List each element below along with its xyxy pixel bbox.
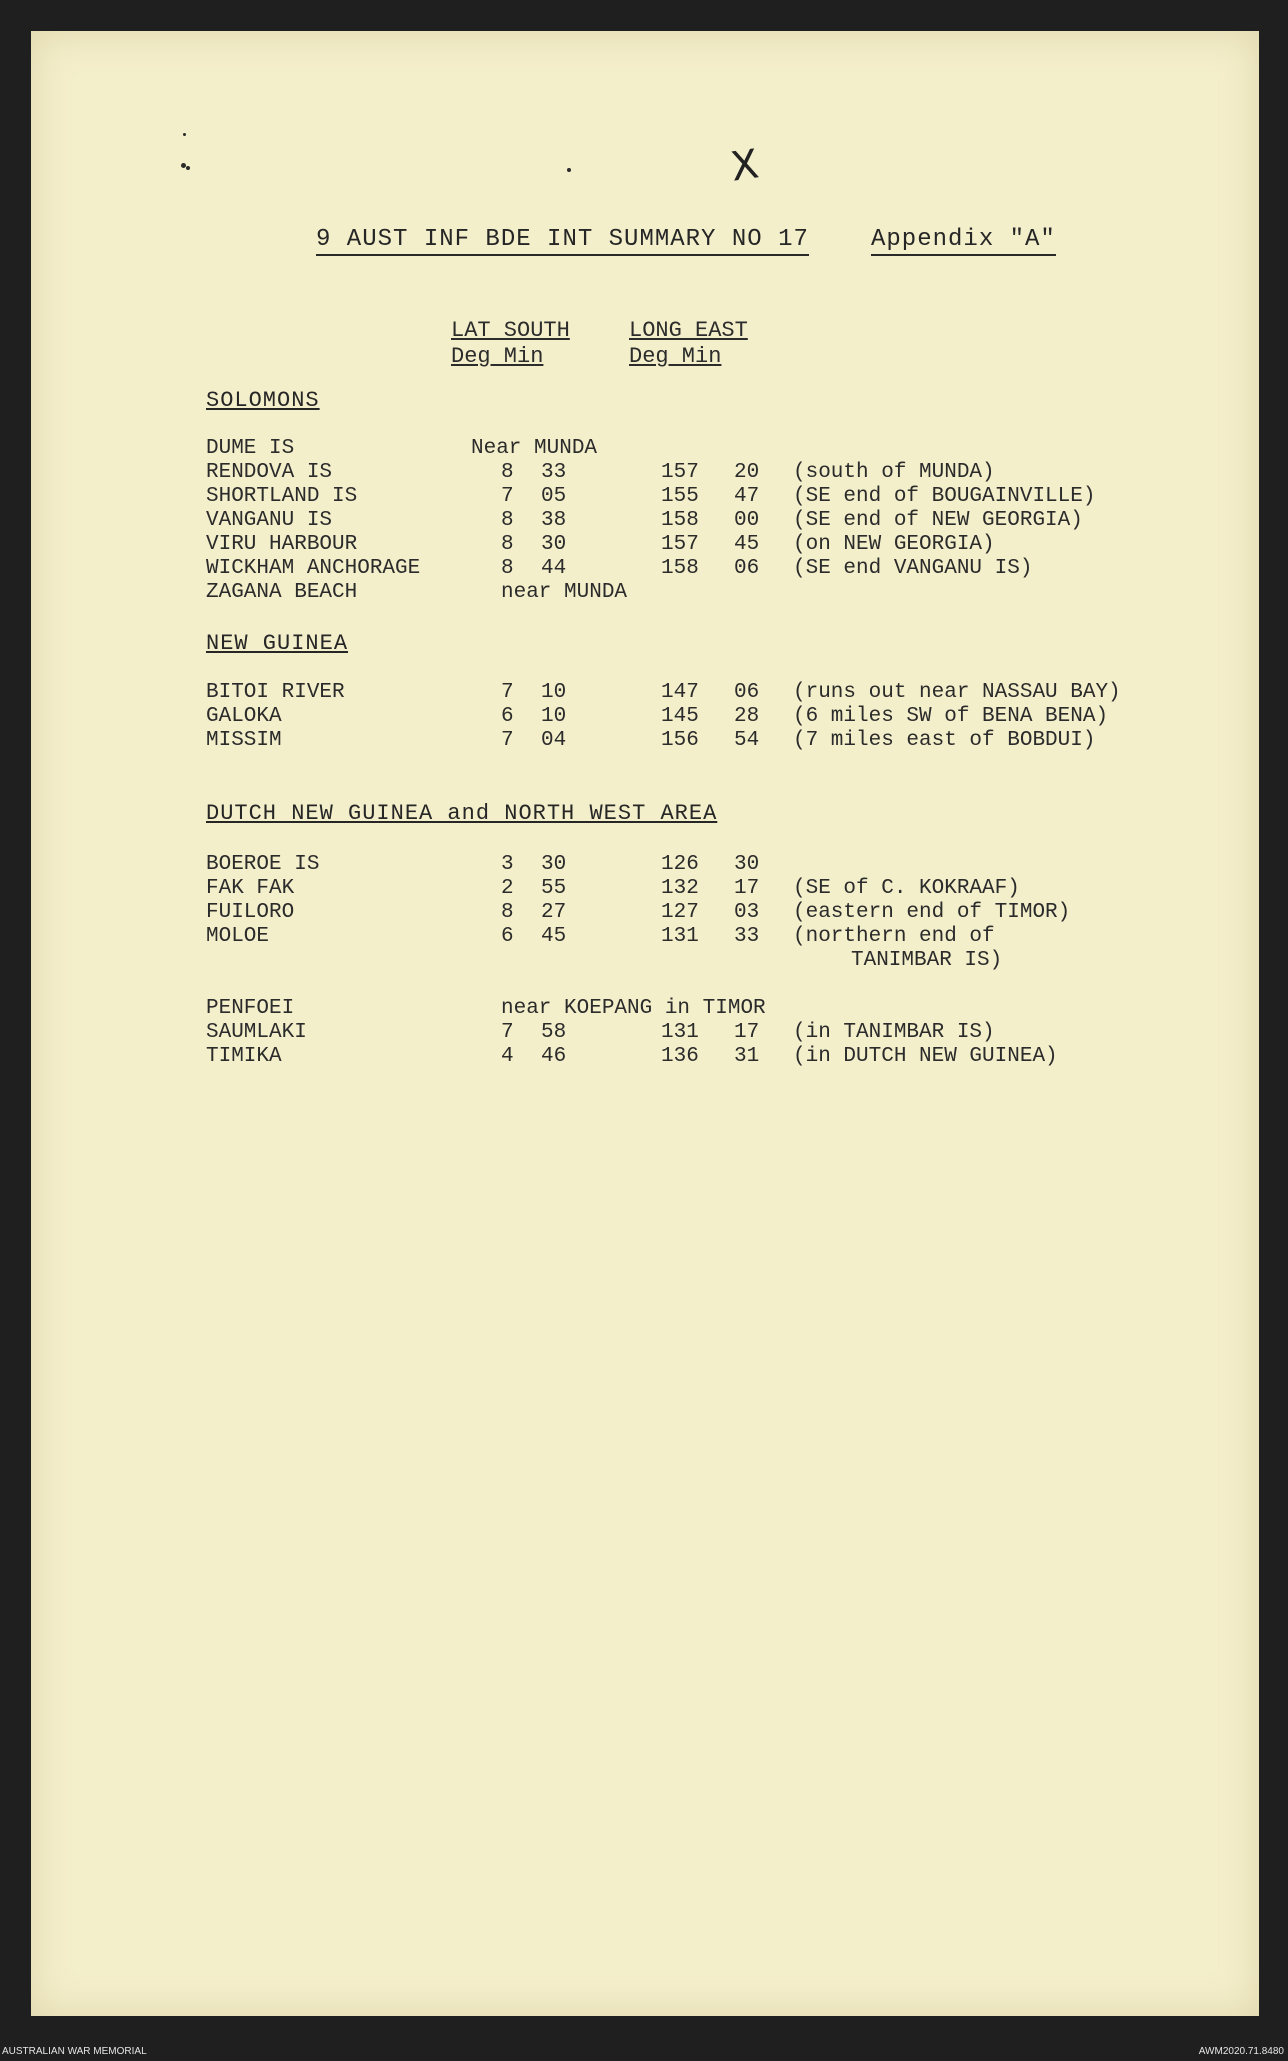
long-min: 31	[734, 1045, 760, 1068]
lat-deg: 8	[501, 461, 514, 484]
row-note: (eastern end of TIMOR)	[793, 901, 1071, 924]
row-note: (SE end of NEW GEORGIA)	[793, 509, 1083, 532]
table-row	[31, 437, 1259, 461]
long-min: 17	[734, 1021, 760, 1044]
lat-deg: 8	[501, 557, 514, 580]
place-name: WICKHAM ANCHORAGE	[206, 557, 421, 580]
lat-deg: 6	[501, 925, 514, 948]
lat-header-line2: Deg Min	[451, 344, 544, 369]
long-deg: 158	[661, 557, 699, 580]
row-note: (SE end VANGANU IS)	[793, 557, 1033, 580]
place-name: PENFOEI	[206, 997, 295, 1020]
table-row	[31, 1021, 1259, 1045]
lat-min: 27	[541, 901, 567, 924]
lat-deg: 8	[501, 533, 514, 556]
section-title-dutch-new-guinea: DUTCH NEW GUINEA and NORTH WEST AREA	[206, 801, 718, 826]
row-note: (runs out near NASSAU BAY)	[793, 681, 1121, 704]
section-title-new-guinea: NEW GUINEA	[206, 631, 349, 656]
long-min: 06	[734, 557, 760, 580]
place-name: SAUMLAKI	[206, 1021, 307, 1044]
lat-min: 44	[541, 557, 567, 580]
table-row	[31, 533, 1259, 557]
archive-credit: AUSTRALIAN WAR MEMORIAL	[2, 2046, 147, 2057]
long-min: 17	[734, 877, 760, 900]
place-name: GALOKA	[206, 705, 282, 728]
place-name: ZAGANA BEACH	[206, 581, 358, 604]
table-row	[31, 1045, 1259, 1069]
row-note: (northern end of	[793, 925, 995, 948]
place-name: FAK FAK	[206, 877, 295, 900]
table-row	[31, 681, 1259, 705]
row-note-continuation: TANIMBAR IS)	[851, 949, 1003, 972]
long-deg: 136	[661, 1045, 699, 1068]
handwritten-mark: X	[727, 141, 762, 191]
long-deg: 126	[661, 853, 699, 876]
row-note: (in DUTCH NEW GUINEA)	[793, 1045, 1058, 1068]
long-deg: 131	[661, 1021, 699, 1044]
ink-speck	[186, 166, 190, 170]
long-deg: 158	[661, 509, 699, 532]
lat-column-header	[451, 318, 570, 370]
row-note: (SE end of BOUGAINVILLE)	[793, 485, 1096, 508]
table-row	[31, 705, 1259, 729]
place-name: DUME IS	[206, 437, 295, 460]
lat-min: 30	[541, 853, 567, 876]
table-row	[31, 877, 1259, 901]
table-row	[31, 557, 1259, 581]
place-name: MOLOE	[206, 925, 270, 948]
location-note: Near MUNDA	[471, 437, 598, 460]
long-min: 54	[734, 729, 760, 752]
lat-min: 30	[541, 533, 567, 556]
lat-deg: 7	[501, 729, 514, 752]
long-deg: 127	[661, 901, 699, 924]
place-name: TIMIKA	[206, 1045, 282, 1068]
long-min: 28	[734, 705, 760, 728]
long-deg: 157	[661, 461, 699, 484]
place-name: RENDOVA IS	[206, 461, 333, 484]
long-min: 00	[734, 509, 760, 532]
table-row	[31, 509, 1259, 533]
long-deg: 155	[661, 485, 699, 508]
row-note: (on NEW GEORGIA)	[793, 533, 995, 556]
lat-min: 05	[541, 485, 567, 508]
document-page	[31, 31, 1259, 2016]
lat-min: 58	[541, 1021, 567, 1044]
long-min: 47	[734, 485, 760, 508]
section-title-solomons: SOLOMONS	[206, 388, 320, 413]
location-note: near KOEPANG in TIMOR	[501, 997, 766, 1020]
place-name: MISSIM	[206, 729, 282, 752]
row-note: (in TANIMBAR IS)	[793, 1021, 995, 1044]
lat-deg: 7	[501, 681, 514, 704]
long-deg: 132	[661, 877, 699, 900]
row-note: (SE of C. KOKRAAF)	[793, 877, 1020, 900]
place-name: SHORTLAND IS	[206, 485, 358, 508]
long-deg: 145	[661, 705, 699, 728]
lat-deg: 4	[501, 1045, 514, 1068]
lat-header-line1: LAT SOUTH	[451, 318, 570, 343]
table-row	[31, 461, 1259, 485]
ink-speck	[183, 133, 186, 136]
lat-min: 46	[541, 1045, 567, 1068]
table-row	[31, 581, 1259, 605]
ink-speck	[567, 168, 571, 172]
lat-deg: 6	[501, 705, 514, 728]
row-note: (6 miles SW of BENA BENA)	[793, 705, 1109, 728]
table-row	[31, 853, 1259, 877]
lat-min: 04	[541, 729, 567, 752]
lat-min: 38	[541, 509, 567, 532]
long-header-line2: Deg Min	[629, 344, 722, 369]
archive-reference: AWM2020.71.8480	[1198, 2046, 1284, 2057]
long-deg: 131	[661, 925, 699, 948]
place-name: BOEROE IS	[206, 853, 320, 876]
appendix-label: Appendix "A"	[871, 226, 1056, 256]
lat-deg: 7	[501, 485, 514, 508]
table-row	[31, 729, 1259, 753]
long-min: 20	[734, 461, 760, 484]
location-note: near MUNDA	[501, 581, 628, 604]
long-min: 33	[734, 925, 760, 948]
long-min: 45	[734, 533, 760, 556]
table-row	[31, 485, 1259, 509]
lat-deg: 7	[501, 1021, 514, 1044]
long-deg: 147	[661, 681, 699, 704]
long-deg: 156	[661, 729, 699, 752]
lat-min: 33	[541, 461, 567, 484]
place-name: VIRU HARBOUR	[206, 533, 358, 556]
lat-min: 10	[541, 681, 567, 704]
long-min: 03	[734, 901, 760, 924]
lat-min: 10	[541, 705, 567, 728]
table-row	[31, 901, 1259, 925]
row-note: (7 miles east of BOBDUI)	[793, 729, 1096, 752]
place-name: VANGANU IS	[206, 509, 333, 532]
place-name: BITOI RIVER	[206, 681, 345, 704]
lat-min: 45	[541, 925, 567, 948]
lat-deg: 2	[501, 877, 514, 900]
long-deg: 157	[661, 533, 699, 556]
document-title: 9 AUST INF BDE INT SUMMARY NO 17	[316, 226, 809, 256]
long-header-line1: LONG EAST	[629, 318, 748, 343]
table-row	[31, 925, 1259, 949]
lat-deg: 8	[501, 509, 514, 532]
long-min: 30	[734, 853, 760, 876]
table-row	[31, 997, 1259, 1021]
lat-deg: 8	[501, 901, 514, 924]
place-name: FUILORO	[206, 901, 295, 924]
row-note: (south of MUNDA)	[793, 461, 995, 484]
long-min: 06	[734, 681, 760, 704]
long-column-header	[629, 318, 748, 370]
lat-min: 55	[541, 877, 567, 900]
lat-deg: 3	[501, 853, 514, 876]
